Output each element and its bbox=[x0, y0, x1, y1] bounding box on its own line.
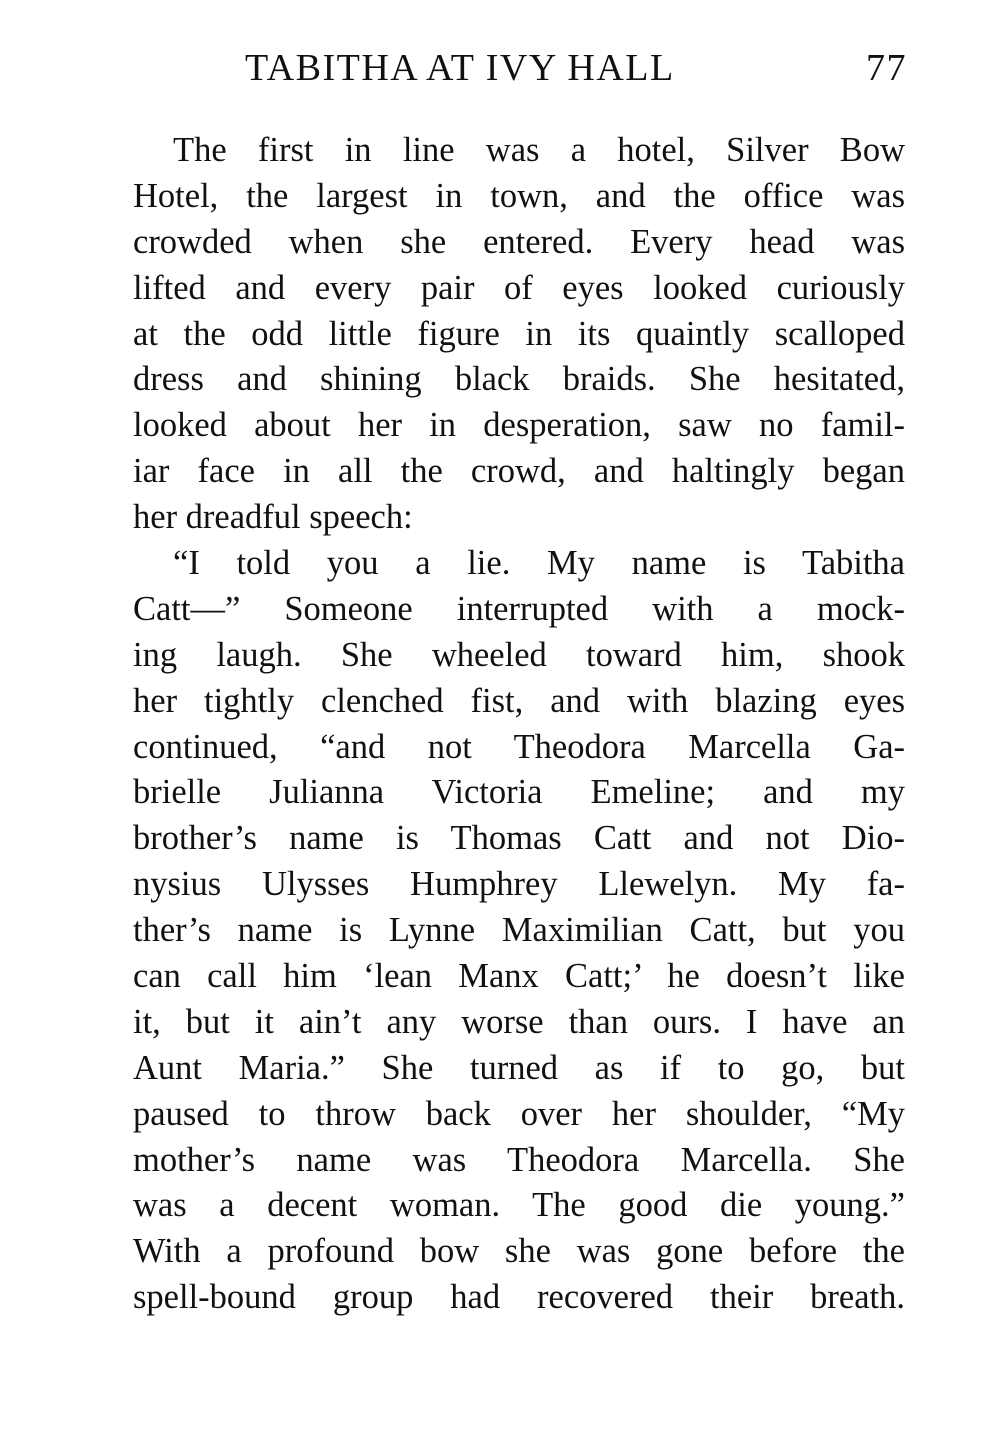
text-line: was a decent woman. The good die young.” bbox=[133, 1186, 905, 1225]
text-line: at the odd little figure in its quaintly scalloped bbox=[133, 314, 905, 353]
text-line: The first in line was a hotel, Silver Bow bbox=[173, 131, 905, 169]
text-line: crowded when she entered. Every head was bbox=[133, 222, 905, 261]
text-line: With a profound bow she was gone before the bbox=[133, 1232, 905, 1271]
text-line: ther’s name is Lynne Maximilian Catt, but you bbox=[133, 911, 905, 950]
text-line: it, but it ain’t any worse than ours. I have an bbox=[133, 1002, 905, 1041]
text-line: her dreadful speech: bbox=[133, 498, 413, 537]
text-line: her tightly clenched fist, and with blazing eyes bbox=[133, 681, 905, 720]
text-line: Catt—” Someone interrupted with a mock- bbox=[133, 589, 905, 628]
running-head bbox=[245, 40, 907, 96]
text-line: paused to throw back over her shoulder, “My bbox=[133, 1094, 905, 1133]
text-line: mother’s name was Theodora Marcella. She bbox=[133, 1140, 905, 1179]
text-line: looked about her in desperation, saw no famil- bbox=[133, 406, 905, 445]
text-line: spell-bound group had recovered their breath. bbox=[133, 1278, 905, 1317]
text-line: brielle Julianna Victoria Emeline; and my bbox=[133, 773, 905, 812]
text-line: Aunt Maria.” She turned as if to go, but bbox=[133, 1048, 905, 1087]
text-line: nysius Ulysses Humphrey Llewelyn. My fa- bbox=[133, 865, 905, 904]
text-line: continued, “and not Theodora Marcella Ga- bbox=[133, 727, 905, 766]
text-line: lifted and every pair of eyes looked curiously bbox=[133, 268, 905, 307]
text-line: iar face in all the crowd, and haltingly began bbox=[133, 452, 905, 491]
page-number: 77 bbox=[866, 47, 907, 89]
body-text bbox=[133, 128, 905, 1321]
text-line: dress and shining black braids. She hesitated, bbox=[133, 360, 905, 399]
text-line: “I told you a lie. My name is Tabitha bbox=[173, 544, 905, 583]
text-line: can call him ‘lean Manx Catt;’ he doesn’t like bbox=[133, 957, 905, 996]
text-line: brother’s name is Thomas Catt and not Dio- bbox=[133, 819, 905, 858]
running-title: TABITHA AT IVY HALL bbox=[245, 47, 675, 89]
text-line: Hotel, the largest in town, and the office was bbox=[133, 176, 905, 215]
text-line: ing laugh. She wheeled toward him, shook bbox=[133, 635, 905, 674]
